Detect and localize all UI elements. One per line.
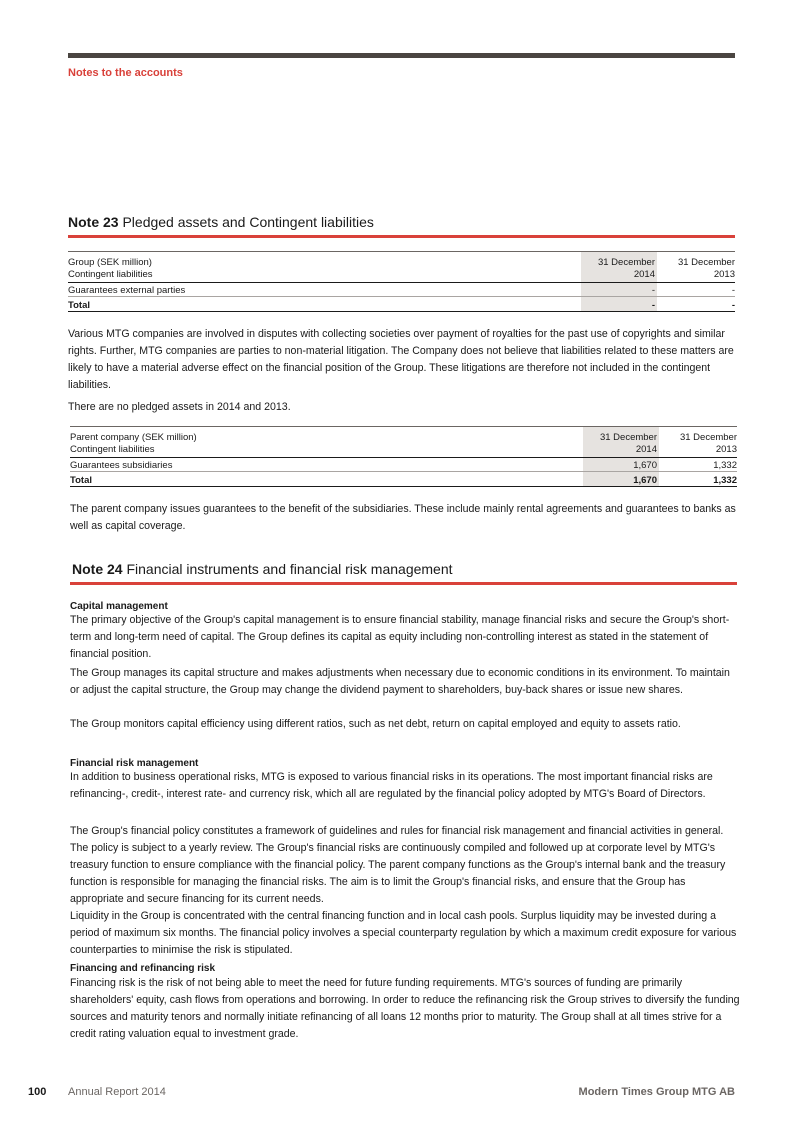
refinancing-paragraph-1: Financing risk is the risk of not being able to meet the need for future funding requirements. MTG's sources of funding are primarily shareholders' equity, cash flows from operations and borrowing. In order to reduce the refinancing risk the Group strives to diversify the funding sources and maturity tenors and normally initiate refinancing of all loans 12 months prior to maturity. The Group shall at all times strive for a credit rating valuation equal to investment grade. <box>70 977 740 1040</box>
table-total-row <box>68 297 735 312</box>
risk-paragraph-3: Liquidity in the Group is concentrated with the central financing function and in local cash pools. Surplus liquidity may be invested during a period of maximum six months. The financial policy involves a special counterparty regulation by which a maximum credit exposure for various counterparties to minimise the risk is stipulated. <box>70 910 737 956</box>
note23-number: Note 23 <box>68 214 119 230</box>
table-row <box>68 283 735 297</box>
risk-paragraph-2: The Group's financial policy constitutes a framework of guidelines and rules for financial risk management and financial activities in general. The policy is subject to a yearly review. The Group's financial risks are continuously compiled and followed up at corporate level by MTG's treasury function to ensure compliance with the financial policy. The parent company functions as the Group's internal bank and the treasury function is responsible for managing the financial risks. The aim is to limit the Group's financial risks, and ensure that the Group has appropriate and secure financing for its current needs. <box>70 825 726 905</box>
company-name: Modern Times Group MTG AB <box>578 1086 735 1098</box>
note23-paragraph-1: Various MTG companies are involved in disputes with collecting societies over payment of royalties for the past use of copyrights and similar rights. Further, MTG companies are parties to non-material litigation. The Company does not believe that liabilities related to these matters are likely to have a material adverse effect on the financial position of the Group. These litigations are therefore not included in the contingent liabilities. <box>68 328 734 391</box>
capital-paragraph-2: The Group manages its capital structure and makes adjustments when necessary due to economic conditions in its environment. To maintain or adjust the capital structure, the Group may change the dividend payment to shareholders, buy-back shares or issue new shares. <box>70 667 730 696</box>
capital-paragraph-3: The Group monitors capital efficiency using different ratios, such as net debt, return on capital employed and equity to assets ratio. <box>70 718 681 730</box>
note23-title <box>68 214 374 230</box>
section-label: Notes to the accounts <box>68 67 183 79</box>
col-2013-header: 31 December <box>657 252 735 268</box>
row-label: Guarantees subsidiaries <box>70 458 583 472</box>
row-label: Guarantees external parties <box>68 283 581 297</box>
col-2014-year: 2014 <box>581 268 657 283</box>
total-label: Total <box>68 297 581 312</box>
risk-paragraph-1: In addition to business operational risks, MTG is exposed to various financial risks in its operations. The most important financial risks are refinancing-, credit-, interest rate- and currency risk, which all are regulated by the financial policy adopted by MTG's Board of Directors. <box>70 771 713 800</box>
parent-table-header-label: Parent company (SEK million) <box>70 427 583 443</box>
total-value-2014: 1,670 <box>583 472 659 487</box>
total-value-2013: - <box>657 297 735 312</box>
total-label: Total <box>70 472 583 487</box>
group-contingent-table <box>68 251 735 312</box>
parent-contingent-table <box>70 426 737 487</box>
note24-number: Note 24 <box>72 561 123 577</box>
col-2014-year: 2014 <box>583 443 659 458</box>
note24-title <box>72 561 453 577</box>
group-table-subheader-label: Contingent liabilities <box>68 268 581 283</box>
note23-rule <box>68 235 735 238</box>
note23-paragraph-3: The parent company issues guarantees to the benefit of the subsidiaries. These include mainly rental agreements and guarantees to banks as well as capital coverage. <box>70 503 736 532</box>
table-total-row <box>70 472 737 487</box>
financial-risk-heading: Financial risk management <box>70 758 199 769</box>
total-value-2013: 1,332 <box>659 472 737 487</box>
top-bar <box>68 53 735 58</box>
note24-rule <box>70 582 737 585</box>
group-table-header-label: Group (SEK million) <box>68 252 581 268</box>
col-2013-year: 2013 <box>659 443 737 458</box>
parent-table-subheader-label: Contingent liabilities <box>70 443 583 458</box>
capital-paragraph-1: The primary objective of the Group's capital management is to ensure financial stability, manage financial risks and secure the Group's short-term and long-term need of capital. The Group defines its capital as equity including non-controlling interest as stated in the statement of financial position. <box>70 614 730 660</box>
note23-title-text: Pledged assets and Contingent liabilities <box>122 214 374 230</box>
col-2013-header: 31 December <box>659 427 737 443</box>
row-value-2013: - <box>657 283 735 297</box>
capital-management-heading: Capital management <box>70 601 168 612</box>
page-number: 100 <box>28 1086 47 1098</box>
row-value-2014: 1,670 <box>583 458 659 472</box>
table-row <box>70 458 737 472</box>
total-value-2014: - <box>581 297 657 312</box>
col-2014-header: 31 December <box>583 427 659 443</box>
report-title: Annual Report 2014 <box>68 1086 166 1098</box>
col-2013-year: 2013 <box>657 268 735 283</box>
row-value-2014: - <box>581 283 657 297</box>
note24-title-text: Financial instruments and financial risk management <box>126 561 453 577</box>
refinancing-risk-heading: Financing and refinancing risk <box>70 963 216 974</box>
col-2014-header: 31 December <box>581 252 657 268</box>
row-value-2013: 1,332 <box>659 458 737 472</box>
note23-paragraph-2: There are no pledged assets in 2014 and 2013. <box>68 401 291 413</box>
